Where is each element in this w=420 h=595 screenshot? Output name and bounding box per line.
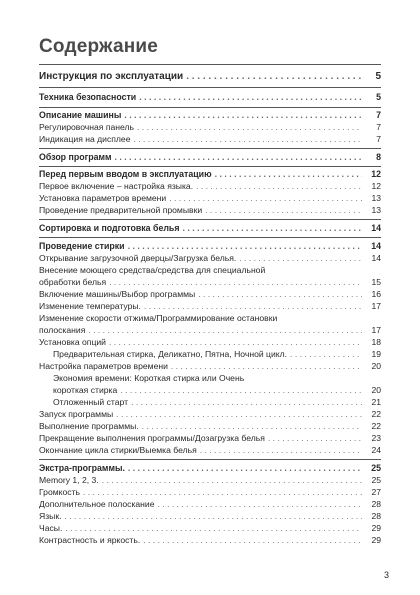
- toc-entry[interactable]: [39, 265, 381, 276]
- toc-entry[interactable]: [39, 122, 381, 133]
- toc-entry-title: Описание машины: [39, 110, 122, 120]
- toc-entry-title: Внесение моющего средства/средства для специальной: [39, 265, 266, 275]
- toc-entry-page: 14: [371, 253, 381, 263]
- toc-entry-title: Отложенный старт: [53, 397, 129, 407]
- toc-entry[interactable]: [39, 361, 381, 372]
- toc-entry-page: 16: [371, 289, 381, 299]
- toc-entry[interactable]: [39, 523, 381, 534]
- toc-entry[interactable]: [53, 397, 381, 408]
- toc-entry-title: Экстра-программы.: [39, 463, 125, 473]
- toc-entry[interactable]: [39, 181, 381, 192]
- toc-entry-page: 23: [371, 433, 381, 443]
- toc-entry-title: Прекращение выполнения программы/Дозагрузка белья: [39, 433, 265, 443]
- toc-entry[interactable]: [53, 349, 381, 360]
- toc-entry[interactable]: [39, 313, 381, 324]
- title-divider: [39, 64, 381, 65]
- toc-entry[interactable]: [39, 253, 381, 264]
- toc-entry-title: обработки белья: [39, 277, 107, 287]
- toc-entry-title: Проведение предварительной промывки: [39, 205, 203, 215]
- toc-entry-page: 29: [371, 523, 381, 533]
- toc-entry[interactable]: [39, 487, 381, 498]
- section-divider: [39, 107, 381, 108]
- toc-entry-page: 12: [371, 169, 381, 179]
- toc-entry-title: Обзор программ: [39, 152, 112, 162]
- toc-entry-page: 20: [371, 361, 381, 371]
- toc-entry-title: Включение машины/Выбор программы: [39, 289, 196, 299]
- toc-entry-title: Перед первым вводом в эксплуатацию: [39, 169, 212, 179]
- toc-entry-page: 25: [371, 463, 381, 473]
- toc-entry[interactable]: [39, 169, 381, 180]
- toc-entry-page: 12: [371, 181, 381, 191]
- toc-entry[interactable]: [39, 193, 381, 204]
- toc-entry-page: 7: [376, 110, 381, 120]
- section-divider: [39, 219, 381, 220]
- section-divider: [39, 148, 381, 149]
- toc-entry-title: Изменение скорости отжима/Программирование остановки: [39, 313, 278, 323]
- toc-entry-page: 24: [371, 445, 381, 455]
- toc-entry-page: 14: [371, 223, 381, 233]
- toc-entry-title: Техника безопасности: [39, 92, 137, 102]
- toc-entry-page: 28: [371, 511, 381, 521]
- toc-entry-page: 22: [371, 409, 381, 419]
- toc-entry-title: полоскания: [39, 325, 86, 335]
- toc-entry[interactable]: [39, 433, 381, 444]
- toc-entry-title: Дополнительное полоскание: [39, 499, 155, 509]
- section-divider: [39, 237, 381, 238]
- toc-entry-title: Открывание загрузочной дверцы/Загрузка белья.: [39, 253, 237, 263]
- toc-entry-title: Окончание цикла стирки/Выемка белья: [39, 445, 197, 455]
- toc-entry-page: 7: [376, 134, 381, 144]
- toc-entry-title: Язык.: [39, 511, 62, 521]
- toc-entry-page: 13: [371, 193, 381, 203]
- toc-entry-title: Регулировочная панель: [39, 122, 135, 132]
- toc-entry-page: 17: [371, 325, 381, 335]
- toc-entry[interactable]: [39, 301, 381, 312]
- toc-entry[interactable]: [39, 92, 381, 103]
- toc-entry-page: 28: [371, 499, 381, 509]
- toc-entry-page: 5: [376, 92, 381, 102]
- toc-entry-page: 22: [371, 421, 381, 431]
- toc-entry-title: Выполнение программы.: [39, 421, 139, 431]
- section-divider: [39, 459, 381, 460]
- toc-entry-title: Экономия времени: Короткая стирка или Очень: [53, 373, 245, 383]
- toc-entry[interactable]: [39, 337, 381, 348]
- toc-entry-title: короткая стирка: [53, 385, 118, 395]
- section-divider: [39, 87, 381, 88]
- toc-entry[interactable]: [39, 110, 381, 121]
- toc-entry[interactable]: [39, 511, 381, 522]
- toc-entry-page: 19: [371, 349, 381, 359]
- toc-entry[interactable]: [39, 499, 381, 510]
- toc-entry-title: Громкость: [39, 487, 80, 497]
- toc-entry-page: 18: [371, 337, 381, 347]
- toc-entry[interactable]: [39, 152, 381, 163]
- toc-entry[interactable]: [53, 373, 381, 384]
- toc-entry[interactable]: [39, 289, 381, 300]
- toc-entry[interactable]: [53, 385, 381, 396]
- toc-entry[interactable]: [39, 535, 381, 546]
- toc-entry-page: 5: [375, 71, 381, 82]
- toc-entry-title: Инструкция по эксплуатации: [39, 71, 184, 82]
- toc-entry-title: Установка параметров времени: [39, 193, 167, 203]
- toc-entry[interactable]: [39, 134, 381, 145]
- toc-entry-title: Первое включение – настройка языка.: [39, 181, 194, 191]
- toc-entry[interactable]: [39, 445, 381, 456]
- toc-entry[interactable]: [39, 205, 381, 216]
- toc-entry-title: Установка опций: [39, 337, 106, 347]
- toc-entry[interactable]: [39, 475, 381, 486]
- toc-entry-title: Запуск программы: [39, 409, 114, 419]
- toc-entry-title: Проведение стирки: [39, 241, 125, 251]
- toc-entry-page: 17: [371, 301, 381, 311]
- toc-entry-title: Индикация на дисплее: [39, 134, 131, 144]
- toc-entry[interactable]: [39, 223, 381, 234]
- toc-entry[interactable]: [39, 277, 381, 288]
- toc-entry[interactable]: [39, 463, 381, 474]
- toc-entry-page: 20: [371, 385, 381, 395]
- toc-entry-page: 13: [371, 205, 381, 215]
- toc-entry-title: Контрастность и яркость.: [39, 535, 141, 545]
- toc-entry[interactable]: [39, 421, 381, 432]
- toc-entry-page: 21: [371, 397, 381, 407]
- toc-entry-title: Сортировка и подготовка белья: [39, 223, 180, 233]
- toc-entry-page: 14: [371, 241, 381, 251]
- toc-entry-title: Настройка параметров времени: [39, 361, 168, 371]
- toc-entry-title: Memory 1, 2, 3.: [39, 475, 99, 485]
- toc-entry[interactable]: [39, 71, 381, 82]
- toc-entry-page: 27: [371, 487, 381, 497]
- toc-entry-title: Предварительная стирка, Деликатно, Пятна, Ночной цикл.: [53, 349, 288, 359]
- toc-entry[interactable]: [39, 241, 381, 252]
- toc-entry-page: 29: [371, 535, 381, 545]
- toc-entry-title: Изменение температуры.: [39, 301, 141, 311]
- toc-entry[interactable]: [39, 325, 381, 336]
- page-number: 3: [384, 570, 390, 580]
- page-title: Содержание: [39, 36, 159, 57]
- toc-entry[interactable]: [39, 409, 381, 420]
- toc-entry-page: 8: [376, 152, 381, 162]
- toc-entry-page: 25: [371, 475, 381, 485]
- toc-entry-title: Часы.: [39, 523, 63, 533]
- section-divider: [39, 166, 381, 167]
- toc-entry-page: 15: [371, 277, 381, 287]
- toc-entry-page: 7: [376, 122, 381, 132]
